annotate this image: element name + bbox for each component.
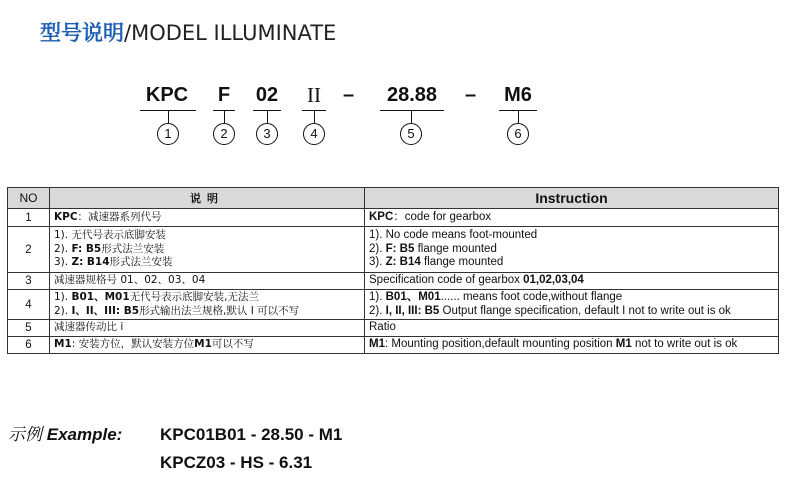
row-cn xyxy=(50,337,365,354)
cn-text: 形式法兰安装 xyxy=(109,256,173,269)
code-part-size: 02 xyxy=(255,84,279,106)
en-text: 2). xyxy=(369,304,386,317)
code-part-output-flange: II xyxy=(307,83,321,107)
cn-text: 形式法兰安装 xyxy=(101,242,165,255)
row-cn xyxy=(50,227,365,273)
row-no: 1 xyxy=(8,209,50,227)
en-text: : Mounting position,default mounting position xyxy=(384,338,616,351)
table-row xyxy=(8,320,779,337)
row-en xyxy=(365,337,779,354)
example-label-en: Example: xyxy=(46,425,123,444)
cn-text: 1). xyxy=(54,291,72,303)
example-code-1: KPC01B01 - 28.50 - M1 xyxy=(160,425,343,444)
cn-text: ：减速器系列代号 xyxy=(77,210,162,223)
en-term: M1 xyxy=(615,338,632,351)
en-text: 3). xyxy=(369,256,386,269)
marker-4: 4 xyxy=(303,123,325,145)
example-label-cn: 示例 xyxy=(8,425,42,445)
title-separator: / xyxy=(124,21,132,45)
en-term: B01、M01 xyxy=(385,291,441,303)
cn-text: : 安装方位，默认安装方位 xyxy=(71,338,195,351)
code-dash-1: – xyxy=(343,84,355,106)
cn-term: F: B5 xyxy=(71,242,102,255)
row-no: 6 xyxy=(8,337,50,354)
marker-3: 3 xyxy=(256,123,278,145)
table-row xyxy=(8,209,779,227)
table-row xyxy=(8,337,779,354)
row-en xyxy=(365,227,779,273)
row-no: 3 xyxy=(8,273,50,290)
cn-term: I、II、III: B5 xyxy=(71,304,140,317)
header-en: Instruction xyxy=(365,188,779,209)
code-underline-5 xyxy=(380,110,444,111)
code-leader-5 xyxy=(411,110,412,123)
en-term: M1 xyxy=(369,338,385,351)
en-text: Output flange specification, default I not to write out is ok xyxy=(439,304,731,317)
en-text: Ratio xyxy=(369,321,396,334)
header-cn: 说明 xyxy=(50,188,365,209)
header-no: NO xyxy=(8,188,50,209)
cn-text: 2). xyxy=(54,242,72,255)
table-row xyxy=(8,290,779,320)
cn-text: 2). xyxy=(54,304,72,317)
en-text: 1). xyxy=(369,291,386,303)
cn-term: Z: B14 xyxy=(71,256,110,269)
marker-6: 6 xyxy=(507,123,529,145)
title-cn: 型号说明 xyxy=(40,21,124,45)
row-en xyxy=(365,209,779,227)
code-leader-3 xyxy=(267,110,268,123)
en-term: F: B5 xyxy=(385,242,415,255)
en-term: I, II, III: B5 xyxy=(385,304,440,317)
table-row xyxy=(8,273,779,290)
cn-term: M1 xyxy=(194,338,212,351)
row-en xyxy=(365,290,779,320)
en-text: Specification code of gearbox xyxy=(369,274,524,287)
code-leader-6 xyxy=(518,110,519,123)
en-term: KPC xyxy=(369,210,394,223)
cn-text: 1). 无代号表示底脚安装 xyxy=(54,229,166,242)
row-en xyxy=(365,320,779,337)
marker-5: 5 xyxy=(400,123,422,145)
cn-text: 减速器规格号 01、02、03、04 xyxy=(54,274,206,287)
row-no: 4 xyxy=(8,290,50,320)
en-term: 01,02,03,04 xyxy=(523,274,584,287)
en-text: not to write out is ok xyxy=(631,338,738,351)
marker-1: 1 xyxy=(157,123,179,145)
table-header-row xyxy=(8,188,779,209)
code-part-flange: F xyxy=(217,84,231,106)
code-part-mounting: M6 xyxy=(504,84,532,106)
code-part-ratio: 28.88 xyxy=(386,84,438,106)
page-title xyxy=(40,18,336,48)
en-text: flange mounted xyxy=(420,256,504,269)
cn-text: 形式输出法兰规格,默认 I 可以不写 xyxy=(139,304,300,317)
row-cn xyxy=(50,209,365,227)
cn-text: 无代号表示底脚安装,无法兰 xyxy=(129,291,259,303)
en-text: ：code for gearbox xyxy=(393,210,492,223)
cn-term: M1 xyxy=(54,338,72,351)
en-text: flange mounted xyxy=(414,242,497,255)
code-leader-1 xyxy=(168,110,169,123)
row-cn xyxy=(50,273,365,290)
code-leader-4 xyxy=(314,110,315,123)
en-term: Z: B14 xyxy=(385,256,421,269)
code-dash-2: – xyxy=(465,84,477,106)
code-part-series: KPC xyxy=(145,84,189,106)
marker-2: 2 xyxy=(213,123,235,145)
cn-term: KPC xyxy=(54,210,78,223)
en-text: ...... means foot code,without flange xyxy=(440,291,623,303)
row-en xyxy=(365,273,779,290)
table-row xyxy=(8,227,779,273)
row-no: 5 xyxy=(8,320,50,337)
row-no: 2 xyxy=(8,227,50,273)
title-en: MODEL ILLUMINATE xyxy=(131,21,337,45)
row-cn xyxy=(50,290,365,320)
spec-table xyxy=(7,187,779,354)
en-text: 2). xyxy=(369,242,386,255)
cn-text: 可以不写 xyxy=(211,338,254,351)
example-label xyxy=(8,423,122,447)
cn-term: B01、M01 xyxy=(71,291,130,303)
code-leader-2 xyxy=(224,110,225,123)
cn-text: 减速器传动比 i xyxy=(54,321,124,334)
en-text: 1). No code means foot-mounted xyxy=(369,229,538,242)
example-code-2: KPCZ03 - HS - 6.31 xyxy=(160,453,313,472)
cn-text: 3). xyxy=(54,256,72,269)
row-cn xyxy=(50,320,365,337)
